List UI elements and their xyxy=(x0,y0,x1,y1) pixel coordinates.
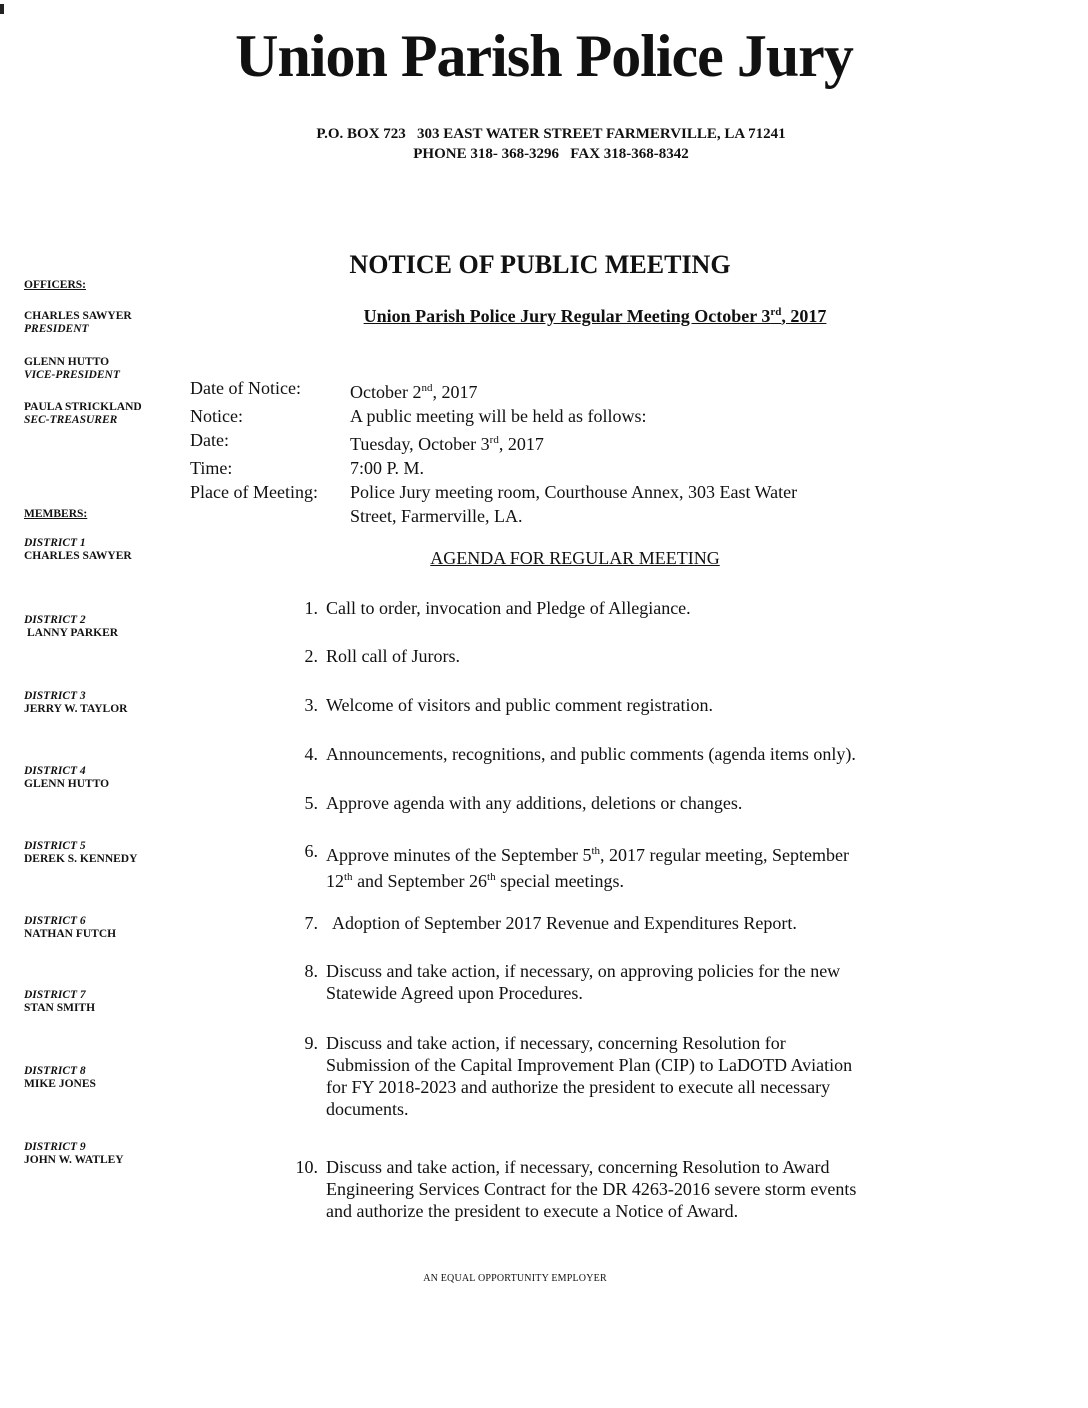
agenda-item xyxy=(280,840,960,892)
member-entry xyxy=(24,765,184,791)
agenda-number: 10. xyxy=(295,1157,318,1177)
agenda-number: 4. xyxy=(304,744,318,764)
agenda-item xyxy=(280,1156,960,1222)
officer-title: SEC-TREASURER xyxy=(24,414,118,426)
footer-eoe: AN EQUAL OPPORTUNITY EMPLOYER xyxy=(423,1273,607,1284)
officer-name: GLENN HUTTO xyxy=(24,356,110,368)
agenda-text: Call to order, invocation and Pledge of Allegiance. xyxy=(326,598,691,618)
officer-title: VICE-PRESIDENT xyxy=(24,369,120,381)
agenda-number: 1. xyxy=(304,598,318,618)
officer-entry xyxy=(24,356,184,382)
agenda-item xyxy=(280,645,960,667)
detail-row-notice xyxy=(190,404,910,428)
member-name: JOHN W. WATLEY xyxy=(24,1154,124,1166)
meeting-heading: Union Parish Police Jury Regular Meeting October 3rd, 2017 xyxy=(363,306,827,326)
agenda-item xyxy=(280,597,960,619)
member-district: DISTRICT 7 xyxy=(24,989,86,1001)
member-entry xyxy=(24,690,184,716)
member-entry xyxy=(24,614,184,640)
agenda-item xyxy=(280,743,960,765)
agenda-number: 3. xyxy=(304,695,318,715)
agenda-text: Approve agenda with any additions, deletions or changes. xyxy=(326,793,743,813)
member-entry xyxy=(24,840,184,866)
agenda-number: 9. xyxy=(304,1033,318,1053)
member-name: DEREK S. KENNEDY xyxy=(24,853,138,865)
letterhead-title: Union Parish Police Jury xyxy=(235,23,853,89)
notice-heading: NOTICE OF PUBLIC MEETING xyxy=(349,250,731,279)
agenda-item xyxy=(280,694,960,716)
member-name: CHARLES SAWYER xyxy=(24,550,132,562)
detail-row-place xyxy=(190,480,910,528)
officer-name: CHARLES SAWYER xyxy=(24,310,132,322)
detail-row-date-of-notice xyxy=(190,376,910,404)
agenda-text: Discuss and take action, if necessary, concerning Resolution for Submission of the Capital Improvement Plan (CIP) to LaDOTD Aviation for FY 2018-2023 and authorize the president to execute all necessary documents. xyxy=(326,1033,853,1119)
member-name: JERRY W. TAYLOR xyxy=(24,703,128,715)
member-entry xyxy=(24,1065,184,1091)
agenda-text: Discuss and take action, if necessary, concerning Resolution to Award Engineering Services Contract for the DR 4263-2016 severe storm events and authorize the president to execute a Notice of Award. xyxy=(326,1157,857,1221)
agenda-number: 2. xyxy=(304,646,318,666)
member-entry xyxy=(24,1141,184,1167)
member-district: DISTRICT 1 xyxy=(24,537,86,549)
scan-artifact xyxy=(0,4,4,14)
agenda-text: Discuss and take action, if necessary, on approving policies for the new Statewide Agreed upon Procedures. xyxy=(326,961,841,1003)
officer-name: PAULA STRICKLAND xyxy=(24,401,142,413)
member-entry xyxy=(24,915,184,941)
detail-value: A public meeting will be held as follows: xyxy=(350,406,647,426)
member-district: DISTRICT 8 xyxy=(24,1065,86,1077)
notice-details xyxy=(190,376,910,528)
agenda-text: Approve minutes of the September 5th, 2017 regular meeting, September 12th and September 26th special meetings. xyxy=(326,845,849,891)
member-district: DISTRICT 2 xyxy=(24,614,86,626)
detail-label: Place of Meeting: xyxy=(190,482,318,502)
agenda-item xyxy=(280,1032,960,1120)
agenda-text: Roll call of Jurors. xyxy=(326,646,460,666)
officers-heading: OFFICERS: xyxy=(24,279,86,291)
agenda-text: Announcements, recognitions, and public comments (agenda items only). xyxy=(326,744,856,764)
phone-line: PHONE 318- 368-3296 FAX 318-368-8342 xyxy=(413,146,689,162)
detail-row-date xyxy=(190,428,910,456)
member-district: DISTRICT 9 xyxy=(24,1141,86,1153)
agenda-item xyxy=(280,792,960,814)
member-entry xyxy=(24,989,184,1015)
address-line: P.O. BOX 723 303 EAST WATER STREET FARMERVILLE, LA 71241 xyxy=(316,126,786,142)
member-entry xyxy=(24,537,184,563)
agenda-number: 5. xyxy=(304,793,318,813)
detail-value: 7:00 P. M. xyxy=(350,458,425,478)
detail-label: Time: xyxy=(190,458,233,478)
letterhead-address xyxy=(226,124,876,164)
detail-value: Police Jury meeting room, Courthouse Annex, 303 East Water Street, Farmerville, LA. xyxy=(350,482,798,526)
agenda-text: Adoption of September 2017 Revenue and Expenditures Report. xyxy=(332,913,797,933)
member-district: DISTRICT 4 xyxy=(24,765,86,777)
agenda-number: 7. xyxy=(304,913,318,933)
detail-value: Tuesday, October 3rd, 2017 xyxy=(350,434,544,454)
detail-row-time xyxy=(190,456,910,480)
detail-value: October 2nd, 2017 xyxy=(350,382,478,402)
members-heading: MEMBERS: xyxy=(24,508,88,520)
member-name: STAN SMITH xyxy=(24,1002,96,1014)
member-district: DISTRICT 5 xyxy=(24,840,86,852)
agenda-item xyxy=(280,912,960,934)
officer-title: PRESIDENT xyxy=(24,323,89,335)
member-district: DISTRICT 6 xyxy=(24,915,86,927)
agenda-number: 8. xyxy=(304,961,318,981)
officer-entry xyxy=(24,401,184,427)
agenda-text: Welcome of visitors and public comment registration. xyxy=(326,695,713,715)
member-name: LANNY PARKER xyxy=(27,627,119,639)
agenda-number: 6. xyxy=(304,841,318,861)
agenda-heading: AGENDA FOR REGULAR MEETING xyxy=(430,548,720,568)
member-name: GLENN HUTTO xyxy=(24,778,110,790)
officer-entry xyxy=(24,310,184,336)
member-district: DISTRICT 3 xyxy=(24,690,86,702)
member-name: MIKE JONES xyxy=(24,1078,96,1090)
detail-label: Notice: xyxy=(190,406,243,426)
agenda-item xyxy=(280,960,960,1004)
detail-label: Date of Notice: xyxy=(190,378,301,398)
member-name: NATHAN FUTCH xyxy=(24,928,117,940)
detail-label: Date: xyxy=(190,430,229,450)
